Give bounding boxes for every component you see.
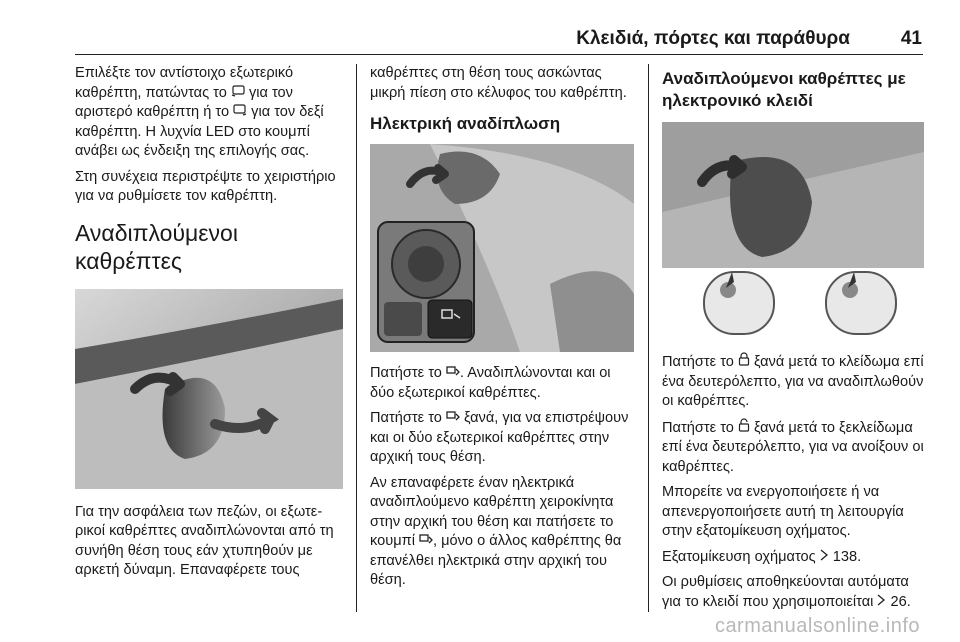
right-mirror-icon: [233, 104, 247, 120]
paragraph-unlock-open: Πατήστε το ξανά μετά το ξεκλείδωμα επί ένα δευτερόλεπτο, για να ανοίξουν οι καθρέπτες.: [662, 419, 924, 475]
paragraph-press-again: Πατήστε το ξανά, για να επιστρέψουν και οι δύο εξωτερικοί καθρέπτες στην αρχική τους θέση.: [370, 410, 629, 465]
paragraph-personalisation-ref: Εξατομίκευση οχήματος 138.: [662, 548, 862, 565]
section-heading-folding-mirrors: Αναδιπλούμενοι καθρέπτες: [75, 219, 238, 274]
column-3: [662, 64, 924, 618]
paragraph-manual-reset: Αν επαναφέρετε έναν ηλεκτρικά αναδιπλούμενο καθρέπτη χειροκίνητα στην αρχική του θέση και πατήσετε το κουμπί , μόνο ο άλλος καθρέπτης θα επανέλθει ηλεκτρικά στην αρχική του θέση.: [370, 474, 622, 588]
paragraph-settings-stored: Οι ρυθμίσεις αποθηκεύονται αυτόματα για το κλειδί που χρησιμοποιείται 26.: [662, 574, 911, 610]
mirror-fold-icon: [446, 365, 460, 381]
mirror-fold-icon: [419, 533, 433, 549]
page-header: [0, 0, 960, 50]
unlock-icon: [738, 420, 750, 436]
left-mirror-icon: [231, 85, 245, 101]
column-divider-1: [356, 64, 357, 612]
page-title: Κλειδιά, πόρτες και παράθυρα: [576, 28, 850, 49]
page-number: 41: [900, 28, 922, 49]
folding-mirror-illustration: [75, 289, 343, 489]
section-heading-key-folding: Αναδιπλούμενοι καθρέπτες με ηλεκτρονικό κλειδί: [662, 69, 906, 110]
mirror-fold-icon: [446, 410, 460, 426]
page-reference-arrow-icon[interactable]: [820, 549, 829, 565]
paragraph-personalisation: Μπορείτε να ενεργοποιήσετε ή να απενεργοποιήσετε αυτή τη λειτουργία στην εξατομίκευση οχήματος.: [662, 484, 904, 539]
lock-icon: [738, 354, 750, 370]
header-divider: [75, 54, 923, 55]
fold-button-illustration: [370, 144, 634, 352]
paragraph-pedestrian-safety: Για την ασφάλεια των πεζών, οι εξωτερικοί καθρέπτες αναδιπλώνονται από τη συνήθη θέση τους εάν χτυπηθούν με αρκετή δύναμη. Επαναφέρετε τους: [75, 503, 334, 578]
column-1: [75, 64, 343, 587]
electronic-key-illustration: [662, 122, 924, 340]
paragraph-lock-fold: Πατήστε το ξανά μετά το κλείδωμα επί ένα δευτερόλεπτο, για να αναδιπλωθούν οι καθρέπτες.: [662, 354, 924, 409]
paragraph-rotate-control: Στη συνέχεια περιστρέψτε το χειριστήριο για να ρυθμίσετε τον καθρέπτη.: [75, 168, 336, 204]
paragraph-restore-position: καθρέπτες στη θέση τους ασκώντας μικρή πίεση στο κέλυφος του καθρέπτη.: [370, 65, 627, 101]
column-divider-2: [648, 64, 649, 612]
section-heading-electric-folding: Ηλεκτρική αναδίπλωση: [370, 114, 561, 133]
paragraph-select-mirror: Επιλέξτε τον αντίστοιχο εξωτερικό καθρέπτη, πατώντας το για τον αριστερό καθρέπτη ή το για τον δεξί καθρέπτη. Η λυχνία LED στο κουμπί ανάβει ως ένδειξη της επιλογής σας.: [75, 65, 324, 159]
paragraph-press-fold: Πατήστε το . Αναδιπλώνονται και οι δύο εξωτερικοί καθρέπτες.: [370, 365, 611, 401]
watermark: carmanualsonline.info: [714, 615, 920, 637]
column-2: [370, 64, 634, 597]
